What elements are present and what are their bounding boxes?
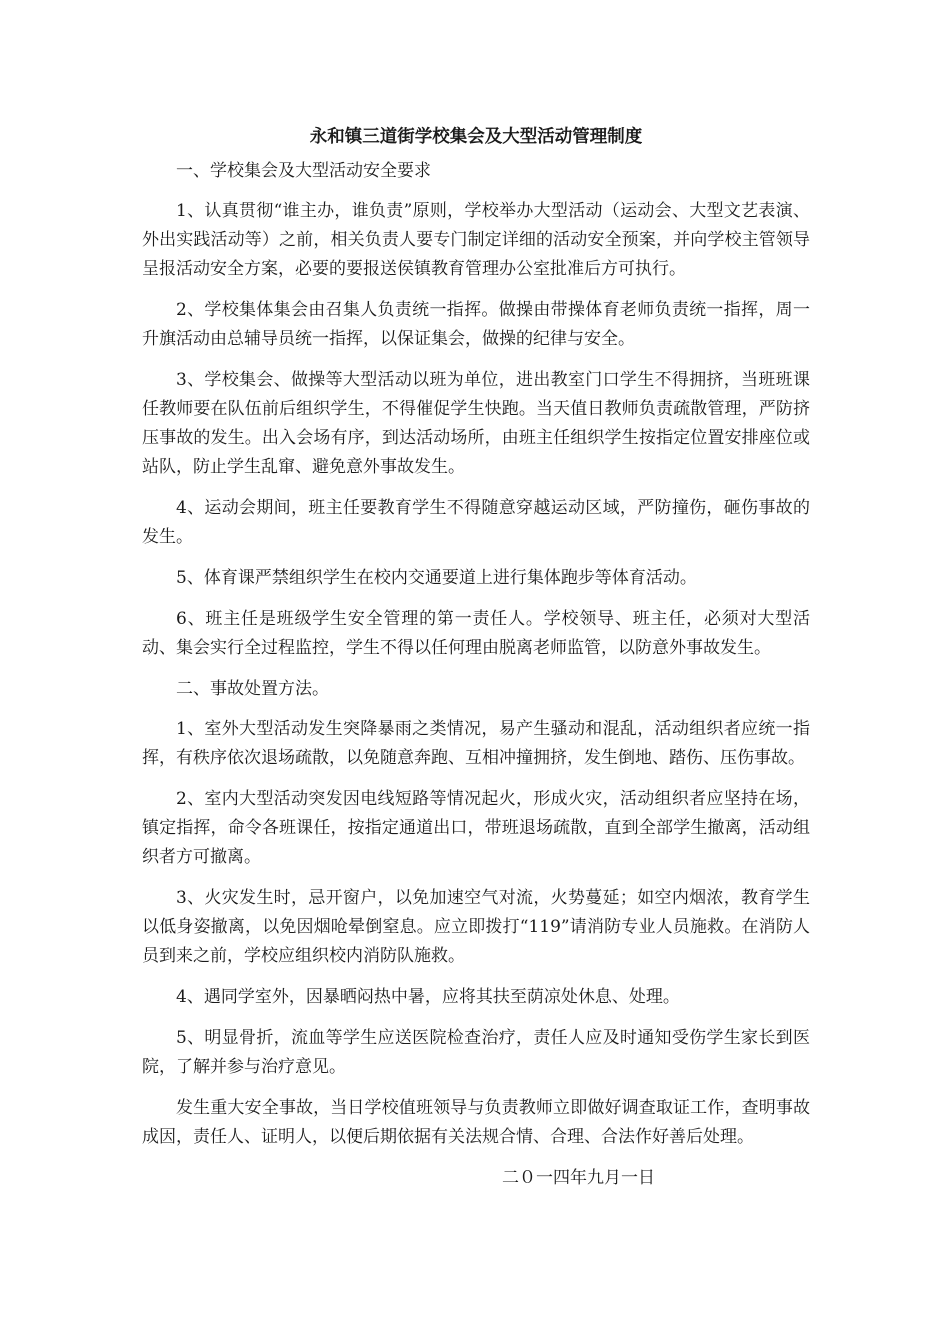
document-title: 永和镇三道街学校集会及大型活动管理制度 xyxy=(309,127,643,147)
document-date: 二０一四年九月一日 xyxy=(502,1168,655,1188)
paragraph-2-5: 5、明显骨折，流血等学生应送医院检查治疗，责任人应及时通知受伤学生家长到医院，了解并参与治疗意见。 xyxy=(142,1028,810,1077)
paragraph-1-3: 3、学校集会、做操等大型活动以班为单位，进出教室门口学生不得拥挤，当班班课任教师要在队伍前后组织学生，不得催促学生快跑。当天值日教师负责疏散管理，严防挤压事故的发生。出入会场有序，到达活动场所，由班主任组织学生按指定位置安排座位或站队，防止学生乱窜、避免意外事故发生。 xyxy=(142,370,810,477)
document-page xyxy=(142,122,810,1193)
paragraph-1-4: 4、运动会期间，班主任要教育学生不得随意穿越运动区域，严防撞伤，砸伤事故的发生。 xyxy=(142,498,810,547)
paragraph-1-2: 2、学校集体集会由召集人负责统一指挥。做操由带操体育老师负责统一指挥，周一升旗活动由总辅导员统一指挥，以保证集会，做操的纪律与安全。 xyxy=(142,300,810,349)
paragraph-2-3: 3、火灾发生时，忌开窗户，以免加速空气对流，火势蔓延；如空内烟浓，教育学生以低身姿撤离，以免因烟呛晕倒窒息。应立即拨打“119”请消防专业人员施救。在消防人员到来之前，学校应组织校内消防队施救。 xyxy=(142,888,810,966)
closing-paragraph: 发生重大安全事故，当日学校值班领导与负责教师立即做好调查取证工作，查明事故成因，责任人、证明人，以便后期依据有关法规合情、合理、合法作好善后处理。 xyxy=(142,1098,810,1147)
section-heading-2: 二、事故处置方法。 xyxy=(176,679,329,699)
paragraph-2-2: 2、室内大型活动突发因电线短路等情况起火，形成火灾，活动组织者应坚持在场，镇定指挥，命令各班课任，按指定通道出口，带班退场疏散，直到全部学生撤离，活动组织者方可撤离。 xyxy=(142,789,810,867)
paragraph-2-1: 1、室外大型活动发生突降暴雨之类情况，易产生骚动和混乱，活动组织者应统一指挥，有秩序依次退场疏散，以免随意奔跑、互相冲撞拥挤，发生倒地、踏伤、压伤事故。 xyxy=(142,719,810,768)
paragraph-1-1: 1、认真贯彻“谁主办，谁负责”原则，学校举办大型活动（运动会、大型文艺表演、外出实践活动等）之前，相关负责人要专门制定详细的活动安全预案，并向学校主管领导呈报活动安全方案，必要的要报送侯镇教育管理办公室批准后方可执行。 xyxy=(142,201,810,279)
paragraph-1-6: 6、班主任是班级学生安全管理的第一责任人。学校领导、班主任，必须对大型活动、集会实行全过程监控，学生不得以任何理由脱离老师监管，以防意外事故发生。 xyxy=(142,609,810,658)
paragraph-1-5: 5、体育课严禁组织学生在校内交通要道上进行集体跑步等体育活动。 xyxy=(176,568,697,588)
section-heading-1: 一、学校集会及大型活动安全要求 xyxy=(176,161,431,181)
paragraph-2-4: 4、遇同学室外，因暴晒闷热中暑，应将其扶至荫凉处休息、处理。 xyxy=(176,987,680,1007)
